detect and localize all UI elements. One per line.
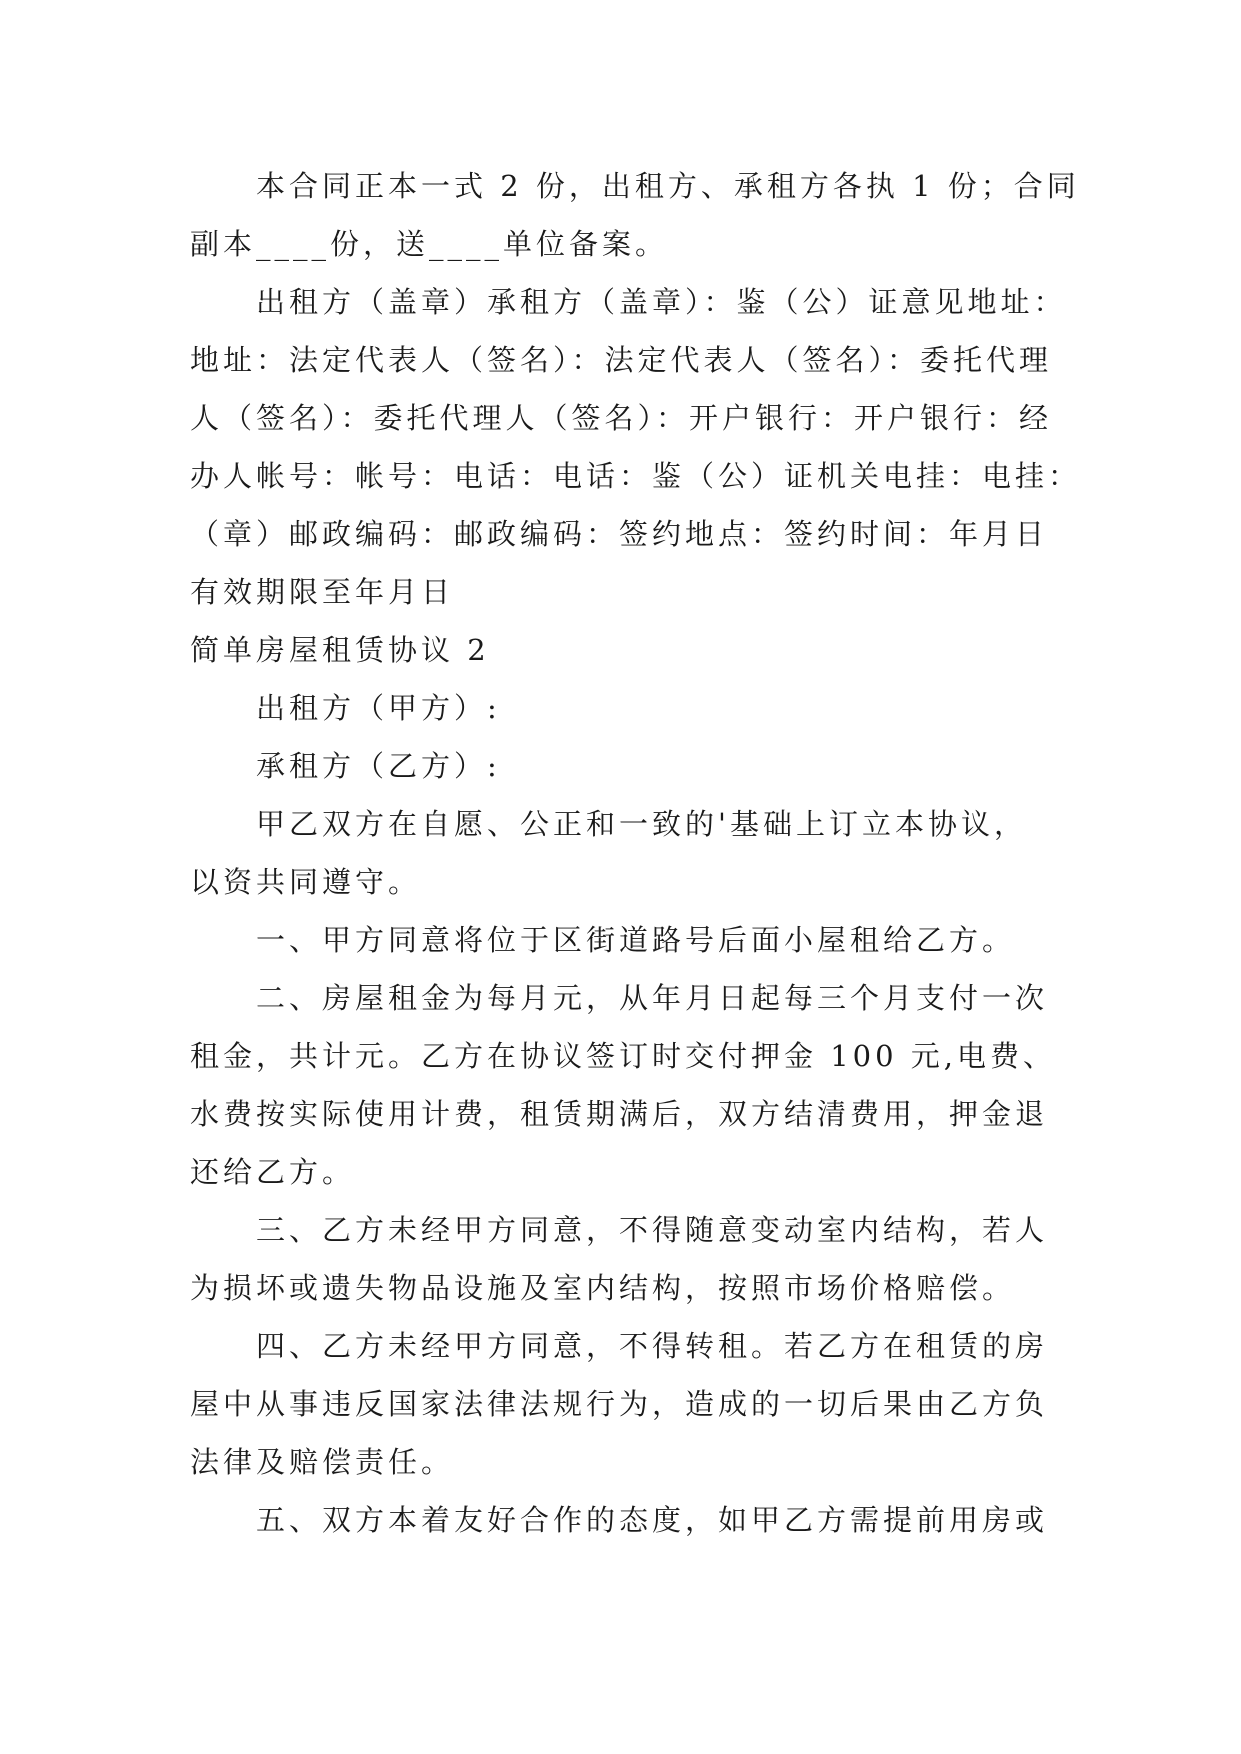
text-line-16: 租金，共计元。乙方在协议签订时交付押金 100 元,电费、: [190, 1039, 1057, 1073]
text-line-17: 水费按实际使用计费，租赁期满后，双方结清费用，押金退: [190, 1097, 1049, 1131]
text-line-21: 四、乙方未经甲方同意，不得转租。若乙方在租赁的房: [256, 1329, 1049, 1363]
text-line-10: 出租方（甲方）:: [256, 691, 501, 725]
text-line-18: 还给乙方。: [190, 1155, 356, 1189]
text-line-1: 本合同正本一式 2 份，出租方、承租方各执 1 份；合同: [256, 169, 1080, 203]
text-line-19: 三、乙方未经甲方同意，不得随意变动室内结构，若人: [256, 1213, 1049, 1247]
text-line-7: （章）邮政编码：邮政编码：签约地点：签约时间：年月日: [190, 517, 1049, 551]
text-line-6: 办人帐号：帐号：电话：电话：鉴（公）证机关电挂：电挂：: [190, 459, 1082, 493]
text-line-11: 承租方（乙方）:: [256, 749, 501, 783]
text-line-23: 法律及赔偿责任。: [190, 1445, 455, 1479]
text-line-15: 二、房屋租金为每月元，从年月日起每三个月支付一次: [256, 981, 1049, 1015]
text-line-20: 为损坏或遗失物品设施及室内结构，按照市场价格赔偿。: [190, 1271, 1016, 1305]
text-line-3: 出租方（盖章）承租方（盖章）：鉴（公）证意见地址：: [256, 285, 1067, 319]
text-line-5: 人（签名）：委托代理人（签名）：开户银行：开户银行：经: [190, 401, 1053, 435]
text-line-12: 甲乙双方在自愿、公正和一致的'基础上订立本协议，: [256, 807, 1027, 841]
text-line-14: 一、甲方同意将位于区街道路号后面小屋租给乙方。: [256, 923, 1016, 957]
text-line-4: 地址：法定代表人（签名）：法定代表人（签名）：委托代理: [190, 343, 1053, 377]
section-title: 简单房屋租赁协议 2: [190, 633, 490, 667]
text-line-24: 五、双方本着友好合作的态度，如甲乙方需提前用房或: [256, 1503, 1049, 1537]
text-line-22: 屋中从事违反国家法律法规行为，造成的一切后果由乙方负: [190, 1387, 1049, 1421]
text-line-2: 副本____份，送____单位备案。: [190, 227, 669, 261]
text-line-8: 有效期限至年月日: [190, 575, 455, 609]
text-line-13: 以资共同遵守。: [190, 865, 422, 899]
